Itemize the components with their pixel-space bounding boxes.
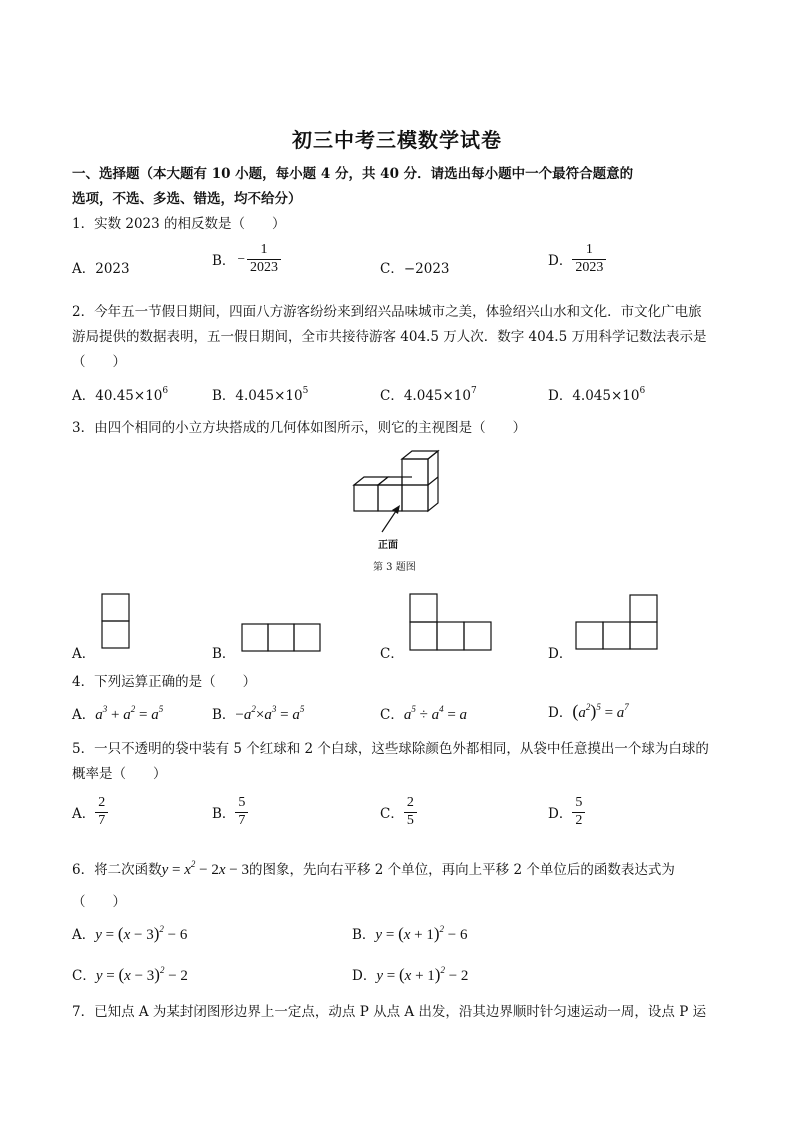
section-heading-line1: 一、选择题（本大题有 10 小题，每小题 4 分，共 40 分．请选出每小题中一个最符合题意的	[72, 166, 634, 182]
q6-option-d	[352, 964, 468, 985]
q5-line2: 概率是（ ）	[72, 766, 167, 782]
q2-option-b-label: B．	[212, 388, 236, 404]
q1-option-d-num: 1	[585, 242, 593, 257]
q6-option-a	[72, 923, 187, 944]
q5-option-d-num: 5	[575, 795, 583, 810]
q5-option-b-num: 5	[238, 795, 246, 810]
q3-option-a-figure	[100, 592, 132, 652]
q6-stem	[72, 858, 675, 879]
q2-line1: 2．今年五一节假日期间，四面八方游客纷纷来到绍兴品味城市之美，体验绍兴山水和文化．市文化广电旅	[72, 304, 702, 320]
q5-option-d-fraction	[572, 796, 585, 828]
q1-option-d	[548, 243, 606, 275]
q6-option-c	[72, 964, 188, 985]
q4-option-b-label: B．	[212, 707, 236, 723]
q6-stem-pre: 6．将二次函数	[72, 862, 162, 878]
q7-line1: 7．已知点 A 为某封闭图形边界上一定点，动点 P 从点 A 出发，沿其边界顺时针匀速运动一周，设点 P 运	[72, 1004, 707, 1020]
q5-option-d	[548, 796, 585, 828]
q4-option-b	[212, 703, 304, 724]
q3-option-a: A．	[72, 646, 96, 662]
q4-option-a-expr: $a^3 + a^2 = a^5$	[95, 704, 164, 723]
q5-option-a	[72, 796, 108, 828]
page-title: 初三中考三模数学试卷	[292, 128, 502, 152]
q5-option-b	[212, 796, 248, 828]
q6-line2: （ ）	[72, 894, 126, 910]
q2-option-d-base: 4.045×10	[572, 388, 640, 404]
q4-option-d	[548, 701, 629, 722]
q1-option-a: A．2023	[72, 261, 130, 277]
q6-option-c-expr: $y = (x - 3)^2 - 2$	[95, 965, 188, 984]
q6-option-d-expr: $y = (x + 1)^2 - 2$	[376, 965, 469, 984]
q5-option-a-den: 7	[95, 812, 108, 829]
q4-stem: 4．下列运算正确的是（ ）	[72, 674, 257, 690]
q3-option-d-figure	[574, 594, 660, 654]
q4-option-d-label: D．	[548, 705, 573, 721]
q3-option-b: B．	[212, 646, 236, 662]
q2-option-c-base: 4.045×10	[403, 388, 471, 404]
section-heading-line2: 选项，不选、多选、错选，均不给分）	[72, 191, 302, 207]
q1-option-b-num: 1	[260, 242, 268, 257]
q2-option-d-exp: 6	[639, 386, 646, 396]
q4-option-a-label: A．	[72, 707, 96, 723]
q4-option-a	[72, 703, 163, 724]
q4-option-c	[380, 703, 467, 724]
q2-option-b	[212, 384, 308, 404]
q5-option-d-den: 2	[572, 812, 585, 829]
q3-front-label: 正面	[378, 540, 398, 551]
q5-option-c	[380, 796, 417, 828]
q5-option-b-fraction	[235, 796, 248, 828]
q6-option-b	[352, 923, 468, 944]
q3-option-d: D．	[548, 646, 573, 662]
q6-stem-post: 的图象，先向右平移 2 个单位，再向上平移 2 个单位后的函数表达式为	[249, 862, 675, 878]
q5-option-a-fraction	[95, 796, 108, 828]
q1-option-b-den: 2023	[247, 259, 281, 276]
q1-option-d-label: D．	[548, 253, 573, 270]
q5-line1: 5．一只不透明的袋中装有 5 个红球和 2 个白球，这些球除颜色外都相同，从袋中任意摸出一个球为白球的	[72, 741, 709, 757]
q2-option-b-exp: 5	[302, 386, 309, 396]
q5-option-b-label: B．	[212, 806, 236, 823]
q2-option-a-base: 40.45×10	[95, 388, 163, 404]
q1-option-b-sign: −	[237, 251, 246, 267]
q1-stem: 1．实数 2023 的相反数是（ ）	[72, 216, 286, 232]
q2-option-a	[72, 384, 168, 404]
q6-option-b-expr: $y = (x + 1)^2 - 6$	[375, 924, 468, 943]
q4-option-c-expr: $a^5 \div a^4 = a$	[403, 704, 468, 723]
q5-option-c-fraction	[404, 796, 417, 828]
q4-option-b-expr: $-a^2\times a^3 = a^5$	[235, 704, 305, 723]
q1-option-b-fraction	[247, 243, 281, 275]
q4-option-c-label: C．	[380, 707, 404, 723]
q2-option-c	[380, 384, 477, 404]
q5-option-b-den: 7	[235, 812, 248, 829]
q2-option-c-label: C．	[380, 388, 404, 404]
q1-option-b-label: B．	[212, 253, 236, 270]
q2-option-a-exp: 6	[162, 386, 169, 396]
q5-option-c-num: 2	[406, 795, 414, 810]
q6-option-c-label: C．	[72, 968, 96, 984]
q5-option-c-label: C．	[380, 806, 404, 823]
q6-function: $y = x^2 - 2x - 3$	[161, 859, 250, 878]
q5-option-a-label: A．	[72, 806, 96, 823]
q3-option-b-figure	[240, 622, 324, 654]
q6-option-a-expr: $y = (x - 3)^2 - 6$	[95, 924, 188, 943]
q2-option-d-label: D．	[548, 388, 573, 404]
q6-option-d-label: D．	[352, 968, 377, 984]
q2-option-d	[548, 384, 645, 404]
q3-caption: 第 3 题图	[373, 562, 416, 573]
q2-option-c-exp: 7	[470, 386, 477, 396]
q5-option-d-label: D．	[548, 806, 573, 823]
q6-option-b-label: B．	[352, 927, 376, 943]
q1-option-d-den: 2023	[572, 259, 606, 276]
q2-option-a-label: A．	[72, 388, 96, 404]
q1-option-d-fraction	[572, 243, 606, 275]
q3-solid-figure	[340, 448, 460, 554]
q3-option-c: C．	[380, 646, 404, 662]
q2-option-b-base: 4.045×10	[235, 388, 303, 404]
q2-line2: 游局提供的数据表明，五一假日期间，全市共接待游客 404.5 万人次．数字 404.5 万用科学记数法表示是	[72, 329, 707, 345]
q1-option-c: C．−2023	[380, 261, 450, 277]
q3-option-c-figure	[408, 592, 494, 654]
q3-stem: 3．由四个相同的小立方块搭成的几何体如图所示，则它的主视图是（ ）	[72, 420, 527, 436]
q2-line3: （ ）	[72, 354, 126, 370]
q5-option-c-den: 5	[404, 812, 417, 829]
q1-option-b	[212, 243, 281, 275]
q6-option-a-label: A．	[72, 927, 96, 943]
q5-option-a-num: 2	[98, 795, 106, 810]
q4-option-d-expr: $(a^2)^5 = a^7$	[572, 701, 629, 721]
